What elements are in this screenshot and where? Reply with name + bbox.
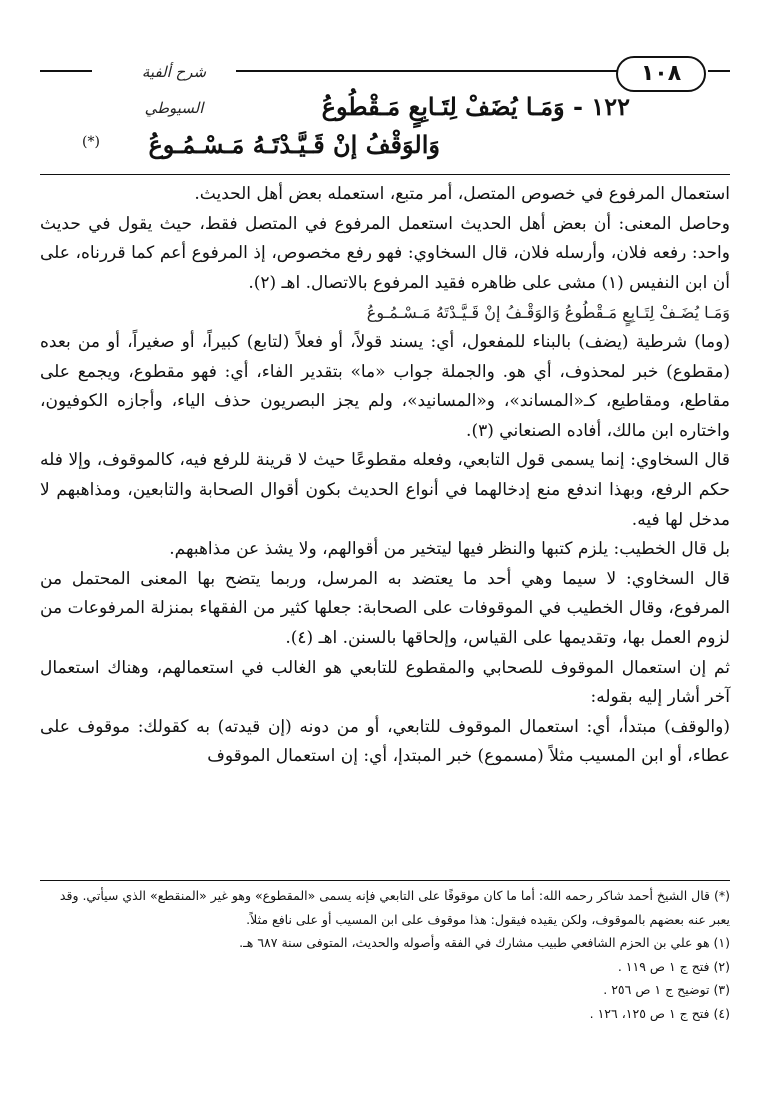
section-divider — [40, 174, 730, 175]
inline-verse: وَمَـا يُضَـفْ لِتَـابِعٍ مَـقْطُوعُ وَالوَقْـفُ إنْ قَـيَّـدْتَهُ مَـسْـمُـوعُ — [366, 303, 730, 323]
paragraph: استعمال المرفوع في خصوص المتصل، أمر متبع، استعمله بعض أهل الحديث. — [194, 184, 730, 204]
paragraph: وحاصل المعنى: أن بعض أهل الحديث استعمل المرفوع في المتصل فقط، حيث يقول في حديث واحد: رفعه فلان، وأرسله فلان، قال السخاوي: فهو رفع مخصوص، إذ المرفوع أعم كما قررناه، على أن ابن النفيس (١) مشى على ظاهره فقيد المرفوع بالاتصال. اهـ (٢). — [40, 213, 730, 293]
footnote: (١) هو علي بن الحزم الشافعي طبيب مشارك في الفقه وأصوله والحديث، المتوفى سنة ٦٨٧ هـ. — [239, 935, 730, 951]
header-rule — [708, 70, 730, 72]
paragraph: (وما) شرطية (يضف) بالبناء للمفعول، أي: يسند قولاً، أو فعلاً (لتابع) كبيراً، أو صغيراً، أو من بعده (مقطوع) خبر لمحذوف، أي هو. والجملة جواب «ما» بتقدير الفاء، أي: فهو مقطوع، ويجمع على مقاطع، ومقاطيع، كـ«المساند»، و«المسانيد»، ولم يجز البصريون حذف الياء، وأجازه الكوفيون، واختاره ابن مالك، أفاده الصنعاني (٣). — [40, 331, 730, 441]
main-text — [40, 180, 730, 772]
paragraph: قال السخاوي: إنما يسمى قول التابعي، وفعله مقطوعًا حيث لا قرينة للرفع فيه، كالموقوف، وإلا فله حكم الرفع، وبهذا اندفع منع إدخالهما في أنواع الحديث بكون أقوال الصحابة والتابعين، ومذاهبهم لا مدخل لها فيه. — [40, 450, 730, 530]
footnote-marker: (*) — [82, 134, 100, 150]
page-number: ١٠٨ — [616, 56, 706, 92]
footnote: (٣) توضيح ج ١ ص ٢٥٦ . — [603, 982, 730, 998]
footnote: (٢) فتح ج ١ ص ١١٩ . — [617, 958, 730, 974]
verse-line-2: وَالوَقْفُ إنْ قَـيَّـدْتَـهُ مَـسْـمُـوعُ — [148, 130, 440, 159]
running-title-ornament: شرح ألفية السيوطي — [112, 54, 236, 90]
paragraph: (والوقف) مبتدأ، أي: استعمال الموقوف للتابعي، أو من دونه (إن قيدته) به كقولك: موقوف على عطاء، أو ابن المسيب مثلاً (مسموع) خبر المبتدإ، أي: إن استعمال الموقوف — [40, 716, 730, 767]
footnotes — [40, 884, 730, 1026]
paragraph: قال السخاوي: لا سيما وهي أحد ما يعتضد به المرسل، وربما يتضح بها المعنى المحتمل من المرفوع، وقال الخطيب في الموقوفات على الصحابة: جعلها كثير من الفقهاء بمنزلة المرفوعات من لزوم العمل بها، وتقديمها على القياس، وإلحاقها بالسنن. اهـ (٤). — [40, 568, 730, 648]
paragraph: بل قال الخطيب: يلزم كتبها والنظر فيها ليتخير من أقوالهم، ولا يشذ عن مذاهبهم. — [169, 539, 730, 560]
footnote-divider — [40, 880, 730, 881]
footnote: (*) قال الشيخ أحمد شاكر رحمه الله: أما ما كان موقوفًا على التابعي فإنه يسمى «المقطوع» وهو غير «المنقطع» الذي سيأتي. وقد يعبر عنه بعضهم بالموقوف، ولكن يقيده فيقول: هذا موقوف على ابن المسيب أو على نافع مثلاً. — [59, 888, 730, 927]
header-rule — [40, 70, 92, 72]
verse-line-1: ١٢٢ - وَمَـا يُضَفْ لِتَـابِعٍ مَـقْطُوعُ — [321, 92, 630, 121]
paragraph: ثم إن استعمال الموقوف للصحابي والمقطوع للتابعي هو الغالب في استعمالهم، وهناك استعمال آخر أشار إليه بقوله: — [40, 657, 730, 708]
footnote: (٤) فتح ج ١ ص ١٢٥، ١٢٦ . — [589, 1005, 730, 1021]
